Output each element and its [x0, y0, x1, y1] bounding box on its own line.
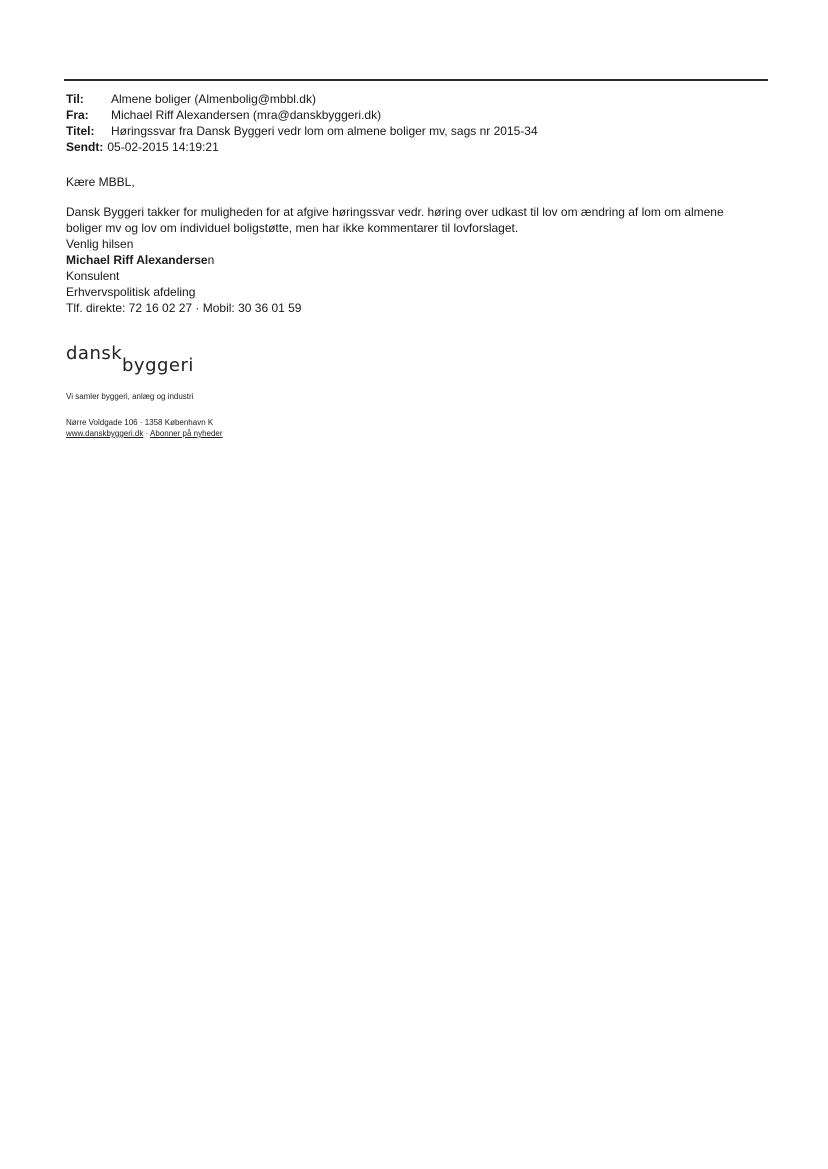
newsletter-link[interactable]: Abonner på nyheder	[150, 429, 223, 438]
sent-value: 05-02-2015 14:19:21	[107, 140, 219, 154]
company-address: Nørre Voldgade 106 · 1358 København K	[66, 418, 214, 427]
header-divider	[64, 79, 768, 81]
sender-name	[66, 252, 301, 268]
from-value: Michael Riff Alexandersen (mra@danskbyggeri.dk)	[111, 108, 382, 122]
header-from-row	[66, 107, 538, 123]
link-separator: ·	[143, 429, 151, 438]
title-label: Titel:	[66, 124, 95, 138]
from-label: Fra:	[66, 108, 89, 122]
to-label: Til:	[66, 92, 84, 106]
sender-department: Erhvervspolitisk afdeling	[66, 285, 196, 299]
logo-word-byggeri: byggeri	[122, 355, 194, 376]
company-tagline: Vi samler byggeri, anlæg og industri	[66, 392, 194, 401]
dansk-byggeri-logo	[66, 343, 206, 377]
header-sent-row	[66, 139, 538, 155]
sender-name-tail: n	[207, 253, 215, 267]
header-title-row	[66, 123, 538, 139]
greeting: Kære MBBL,	[66, 175, 135, 189]
sender-role: Konsulent	[66, 269, 120, 283]
header-to-row	[66, 91, 538, 107]
signature	[66, 236, 301, 316]
sender-name-bold: Michael Riff Alexanderse	[66, 253, 208, 267]
message-body	[66, 204, 776, 236]
footer-links	[66, 428, 223, 439]
email-header	[66, 91, 538, 155]
sender-phone: Tlf. direkte: 72 16 02 27 · Mobil: 30 36 01 59	[66, 301, 302, 315]
logo-word-dansk: dansk	[66, 343, 123, 364]
sent-label: Sendt:	[66, 140, 104, 154]
closing: Venlig hilsen	[66, 237, 134, 251]
title-value: Høringssvar fra Dansk Byggeri vedr lom om almene boliger mv, sags nr 2015-34	[111, 124, 538, 138]
to-value: Almene boliger (Almenbolig@mbbl.dk)	[111, 92, 316, 106]
website-link[interactable]: www.danskbyggeri.dk	[66, 429, 144, 438]
body-line-2: boliger mv og lov om individuel boligstøtte, men har ikke kommentarer til lovforslaget.	[66, 221, 519, 235]
body-line-1: Dansk Byggeri takker for muligheden for at afgive høringssvar vedr. høring over udkast til lov om ændring af lom om almene	[66, 205, 724, 219]
